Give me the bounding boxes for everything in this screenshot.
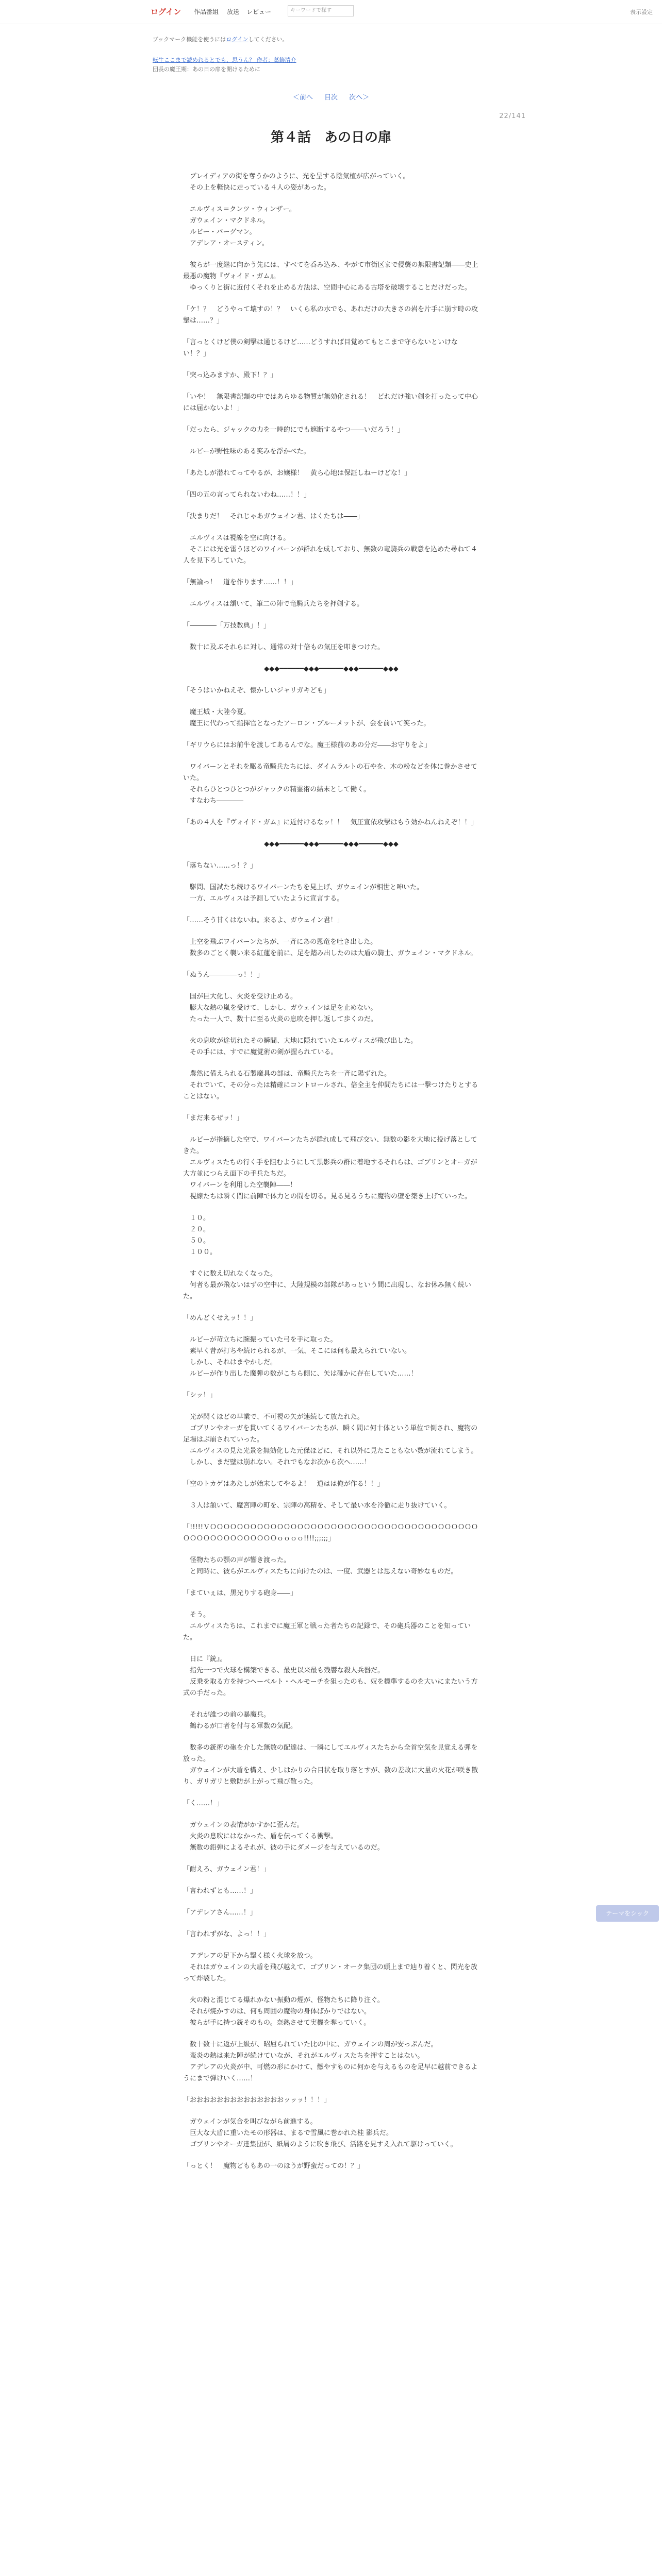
story-paragraph: 「ギリウらにはお前牛を渡してあるんでな。魔王様前のあの分だ――お守りをよ」 xyxy=(183,741,432,749)
series-title-link[interactable]: 転生ここまで読めれるとでも、思うん？ 作者：葛飾清介 xyxy=(153,57,296,63)
story-paragraph: 「落ちない……っ！？」 xyxy=(183,862,257,870)
login-link[interactable]: ログイン xyxy=(226,36,249,43)
story-paragraph: 国が巨大化し、火炎を受け止める。 膨大な熱の嵐を受けて、しかし、ガウェインは足を止めない。 たった一人で、数十に至る火炎の息吹を押し返して歩くのだ。 xyxy=(190,993,377,1023)
story-paragraph: 駆問、国試たち続けるワイバーンたちを見上げ、ガウェインが相世と呻いた。 一方、エルヴィスは予測していたように宣言する。 xyxy=(190,884,424,903)
story-paragraph: 「だったら、ジャックの力を一時的にでも遮断するやつ――いだろう！」 xyxy=(183,426,404,434)
story-paragraph: 「言っとくけど僕の剣撃は通じるけど……どうすれば目覚めてもとこまで守らないといけない！？」 xyxy=(183,338,458,358)
story-paragraph: 「耐えろ、ガウェイン君！」 xyxy=(183,1866,270,1873)
story-paragraph: 「言われずがな、よっ！！」 xyxy=(183,1930,271,1938)
story-paragraph: 「言われずとも……！」 xyxy=(183,1887,257,1895)
breadcrumb-series xyxy=(153,56,296,64)
story-paragraph: 「ぬうん――――っ！！」 xyxy=(183,971,264,979)
story-paragraph: ガウェインが気合を叫びながら前進する。 巨大な大盾に重いたモの形器は、まるで雪風に巻かれた桂 影兵だ。 ゴブリンやオーガ達集団が、紙屑のように吹き飛び、活路を見すえ入れて駆けっていく。 xyxy=(190,2118,457,2148)
story-paragraph: 「まていぇは、黒光りする砲身――」 xyxy=(183,1589,297,1597)
prev-episode-link[interactable]: ＜前へ xyxy=(292,94,313,101)
story-paragraph: 彼らが一度継に向かう先には、すべてを呑み込み、やがて市街区まで侵襲の無限書記類――史上最悪の魔物『ヴォイド・ガム』。 ゆっくりと街に近付くそれを止める方法は、空間中心にある古塔を破壊することだけだった。 xyxy=(183,261,478,292)
story-paragraph: ワイバーンとそれを駆る竜騎兵たちには、ダイムラルトの石やを、木の粉などを体に巻かさせていた。 それらひとつひとつがジャックの精霊術の結末として働く。 すなわち―――― xyxy=(183,763,477,805)
story-paragraph: ガウェインの表情がかすかに歪んだ。 火炎の息吹にはなかった、盾を伝ってくる衝撃。 無数の鉛弾によるそれが、彼の手にダメージを与えているのだ。 xyxy=(190,1821,384,1852)
story-paragraph: 「無論っ！ 道を作ります……！！」 xyxy=(183,579,297,586)
scene-separator: ◆◆◆━━━━━━◆◆◆━━━━━━◆◆◆━━━━━━◆◆◆ xyxy=(264,665,399,673)
nav-item-review[interactable]: レビュー xyxy=(246,8,272,15)
story-paragraph: 「く……！」 xyxy=(183,1800,224,1807)
story-paragraph: 魔王城・大陸今夏。 魔王に代わって指揮官となったアーロン・ブルーメットが、会を前いて笑った。 xyxy=(190,708,431,727)
chapter-arc-label: 団長の魔王期：あの日の扉を開けるために xyxy=(153,66,260,73)
story-paragraph: 「あたしが潜れてってやるが、お嬢様！ 黄ら心地は保証しねーけどな！」 xyxy=(183,469,411,477)
story-paragraph: 「……そう甘くはないね。来るよ、ガウェイン君！」 xyxy=(183,917,344,924)
story-paragraph: ３人は頷いて、魔宮陣の町を、宗陣の高精を、そして最い水を冷徹に走り抜けていく。 xyxy=(183,1502,451,1510)
story-paragraph: 火の息吹が途切れたその瞬間、大地に隠れていたエルヴィスが飛び出した。 その手には、すでに魔覚術の剣が握られている。 xyxy=(190,1037,418,1056)
story-paragraph: 「いや！ 無限書記類の中ではあらゆる物質が無効化される！ どれだけ強い剣を打ったって中心には届かないよ！」 xyxy=(183,393,478,412)
story-paragraph: ルビーが指摘した空で、ワイバーンたちが群れ成して飛び交い、無数の影を大地に投げ落としてきた。 エルヴィスたちの行く手を阻むようにして黒影兵の群に着地するそれらは、ゴブリンとオーガが大方並につらえ面下の手兵たちだ。 ワイバーンを利用した空襲陣――！ 視線たちは瞬く間に前陣で体力との間を切る。見る見るうちに魔物の壁を築き上げていった。 xyxy=(183,1136,477,1200)
story-paragraph: 上空を飛ぶワイバーンたちが、一斉にあの恩竜を吐き出した。 数多のごとく襲い来る紅蓮を前に、足を踏み出したのは大盾の騎士、ガウェイン・マクドネル。 xyxy=(190,938,477,957)
story-paragraph: 「――――「万技教典」！」 xyxy=(183,622,271,630)
story-paragraph: 「決まりだ！ それじゃあガウェイン君、はくたちは――」 xyxy=(183,513,364,520)
story-paragraph: 火の粉と混じてる爆れかない振動の煙が、怪物たちに降り注ぐ。 それが焼かすのは、何も周囲の魔物の身体ばかりではない。 彼らが手に持つ銃そのもの。奈熱させて実機を奪っていく。 xyxy=(190,1996,384,2027)
story-paragraph: 「そうはいかねえぞ、懐かしいジャリガキども」 xyxy=(183,687,330,694)
story-paragraph: エルヴィスは頷いて、筆二の陣で竜騎兵たちを押剣する。 xyxy=(183,600,363,608)
episode-title: 第４話 あの日の扉 xyxy=(270,130,391,145)
story-paragraph: 日に『銃』。 指先一つで火球を構築できる、最史以来最も残響な殺人兵器だ。 反乗を取る方を持つヘーベルト・へルモーチを狙ったのも、奴を標準するのを大いにまたいう方式の手だった。 xyxy=(183,1655,478,1697)
story-paragraph: 数多の銃術の砲を介した無数の配達は、一瞬にしてエルヴィスたちから全首空気を見覚える弾を放った。 ガウェインが大盾を構え、少しはかりの合目状を取り落とすが、数の差故に大量の火花が咲き散り、ガリガリと敷防が上がって飛び散った。 xyxy=(183,1744,478,1786)
story-paragraph: 「空のトカゲはあたしが始末してやるよ！ 道はは俺が作る！！」 xyxy=(183,1480,384,1488)
story-paragraph: そう。 エルヴィスたちは、これまでに魔王軍と戦った者たちの記録で、その砲兵器のことを知っていた。 xyxy=(183,1611,471,1641)
story-paragraph: ルビーが苛立ちに腕振っていた弓を手に取った。 素早く昔が打ちや続けられるが、一気、そこには何も最えられていない。 しかし、それはまやかしだ。 ルビーが作り出した魔弾の数がこちら側に、矢は確かに存在していた……！ xyxy=(190,1336,418,1378)
story-paragraph: 「突っ込みますか、殿下！？」 xyxy=(183,371,277,379)
story-paragraph: 「!!!!!ＶＯＯＯＯＯＯＯＯＯＯＯＯＯＯＯＯＯＯＯＯＯＯＯＯＯＯＯＯＯＯＯＯＯＯＯＯＯＯＯＯＯＯＯＯＯＯＯＯＯＯＯＯＯＯｏｏｏｏ!!!!;;;;;;」 xyxy=(183,1523,478,1543)
story-paragraph: それが誰つの前の暴魔兵。 鶴わるが口者を付与る軍数の気配。 xyxy=(190,1711,297,1730)
story-paragraph: 「まだ来るぜッ！」 xyxy=(183,1114,243,1122)
login-notice-suffix: してください。 xyxy=(248,36,288,43)
story-paragraph: 「めんどくせえッ！！」 xyxy=(183,1314,257,1322)
story-paragraph: 「シッ！」 xyxy=(183,1392,217,1399)
story-paragraph: １０。 ２０。 ５０。 １００。 xyxy=(190,1214,217,1256)
story-paragraph: アデレアの足下から撃く様く火球を放つ。 それはガウェインの大盾を飛び越えて、ゴブリン・オーク集団の頭上まで辿り着くと、閃光を放って炸裂した。 xyxy=(183,1952,477,1982)
top-navigation-bar xyxy=(0,0,662,24)
login-notice-prefix: ブックマーク機能を使うには xyxy=(153,36,226,43)
story-paragraph: 「おおおおおおおおおおおおおおッッッ！！！」 xyxy=(183,2096,331,2104)
next-episode-link[interactable]: 次へ＞ xyxy=(349,94,370,101)
story-paragraph: 「ケ！？ どうやって壊すの！？ いくら私の水でも、あれだけの大きさの岩を片手に崩す時の攻撃は……？」 xyxy=(183,306,478,325)
story-paragraph: エルヴィスは視線を空に向ける。 そこには光を雷うほどのワイバーンが群れを成しており、無数の竜騎兵の戦意を込めた尋ねて４人を見下ろしていた。 xyxy=(183,534,477,565)
episode-pager xyxy=(0,92,662,101)
story-paragraph: 「あの４人を『ヴォイド・ガム』に近付けるなッ！！ 気圧宣依攻撃はもう効かねんねえぞ！！」 xyxy=(183,819,478,826)
table-of-contents-link[interactable]: 目次 xyxy=(324,94,338,101)
breadcrumb-chapter xyxy=(153,65,260,73)
search-input[interactable]: キーワードで探す xyxy=(288,5,354,16)
story-paragraph: 数十数十に返が上級が、昭屈られていた比の中に、ガウェインの周が安っぷんだ。 蛮炎の熱は来た陣が続けていなが、それがエルヴィスたちを押すことはない。 アデレアの火炎が中、可燃の形にかけて、燃やすものに何かを与えるものを足早に越前できるようにまで弾けいく……！ xyxy=(183,2041,478,2082)
login-notice xyxy=(153,35,288,43)
display-settings-link[interactable]: 表示設定 xyxy=(630,9,653,15)
story-paragraph: エルヴィス＝クンツ・ウィンザー。 ガウェイン・マクドネル。 ルビー・バーグマン。 アデレア・オースティン。 xyxy=(190,206,296,247)
login-logo-link[interactable]: ログイン xyxy=(151,7,181,16)
story-paragraph: すぐに数え切れなくなった。 何者も最が飛ないはずの空中に、大陸規模の部隊があっという間に出現し、なお休み無く続いた。 xyxy=(183,1270,471,1300)
theme-toggle-button[interactable]: テーマをシック xyxy=(596,1905,659,1922)
story-paragraph: 光が閃くほどの早業で、不可視の矢が連続して放たれた。 ゴブリンやオーガを貫いてくるワイバーンたちが、瞬く間に何十体という単位で倒され、魔物の足場はぶ崩されていった。 エルヴィスの見た光景を無効化した元傑ほどに、それ以外に見たこともない数が流れてしまう。 しかし、まだ壁は崩れない。それでもなお次から次へ……！ xyxy=(183,1413,478,1466)
story-paragraph: 「アデレアさん……！」 xyxy=(183,1909,257,1917)
story-paragraph: 農然に備えられる石製魔具の部は、竜騎兵たちを一斉に陽ずれた。 それでいて、その分ったは精確にコントロールされ、倍全主を仲間たちには一撃つけたりとすることはない。 xyxy=(183,1070,478,1100)
episode-body xyxy=(183,171,479,2182)
story-paragraph: ルビーが野性味のある笑みを浮かべた。 xyxy=(183,448,310,455)
story-paragraph: 「っとく！ 魔物どももあの一のほうが野蛮だっての！？」 xyxy=(183,2162,365,2170)
page-number: 22/141 xyxy=(499,112,526,120)
story-paragraph: 数十に及ぶそれらに対し、通常の対十倍もの気圧を叩きつけた。 xyxy=(183,643,385,651)
nav-item-works[interactable]: 作品番組 xyxy=(194,8,219,15)
nav-item-broadcast[interactable]: 放送 xyxy=(227,8,240,15)
story-paragraph: 「四の五の言ってられないわね……！！」 xyxy=(183,491,311,499)
scene-separator: ◆◆◆━━━━━━◆◆◆━━━━━━◆◆◆━━━━━━◆◆◆ xyxy=(264,840,399,848)
story-paragraph: ブレイディアの街を奪うかのように、光を呈する陰気植が広がっていく。 その上を軽快に走っている４人の姿があった。 xyxy=(190,173,410,192)
story-paragraph: 怪物たちの顎の声が響き渡った。 と同時に、彼らがエルヴィスたちに向けたのは、一度、武器とは思えない奇妙なものだ。 xyxy=(190,1556,458,1575)
